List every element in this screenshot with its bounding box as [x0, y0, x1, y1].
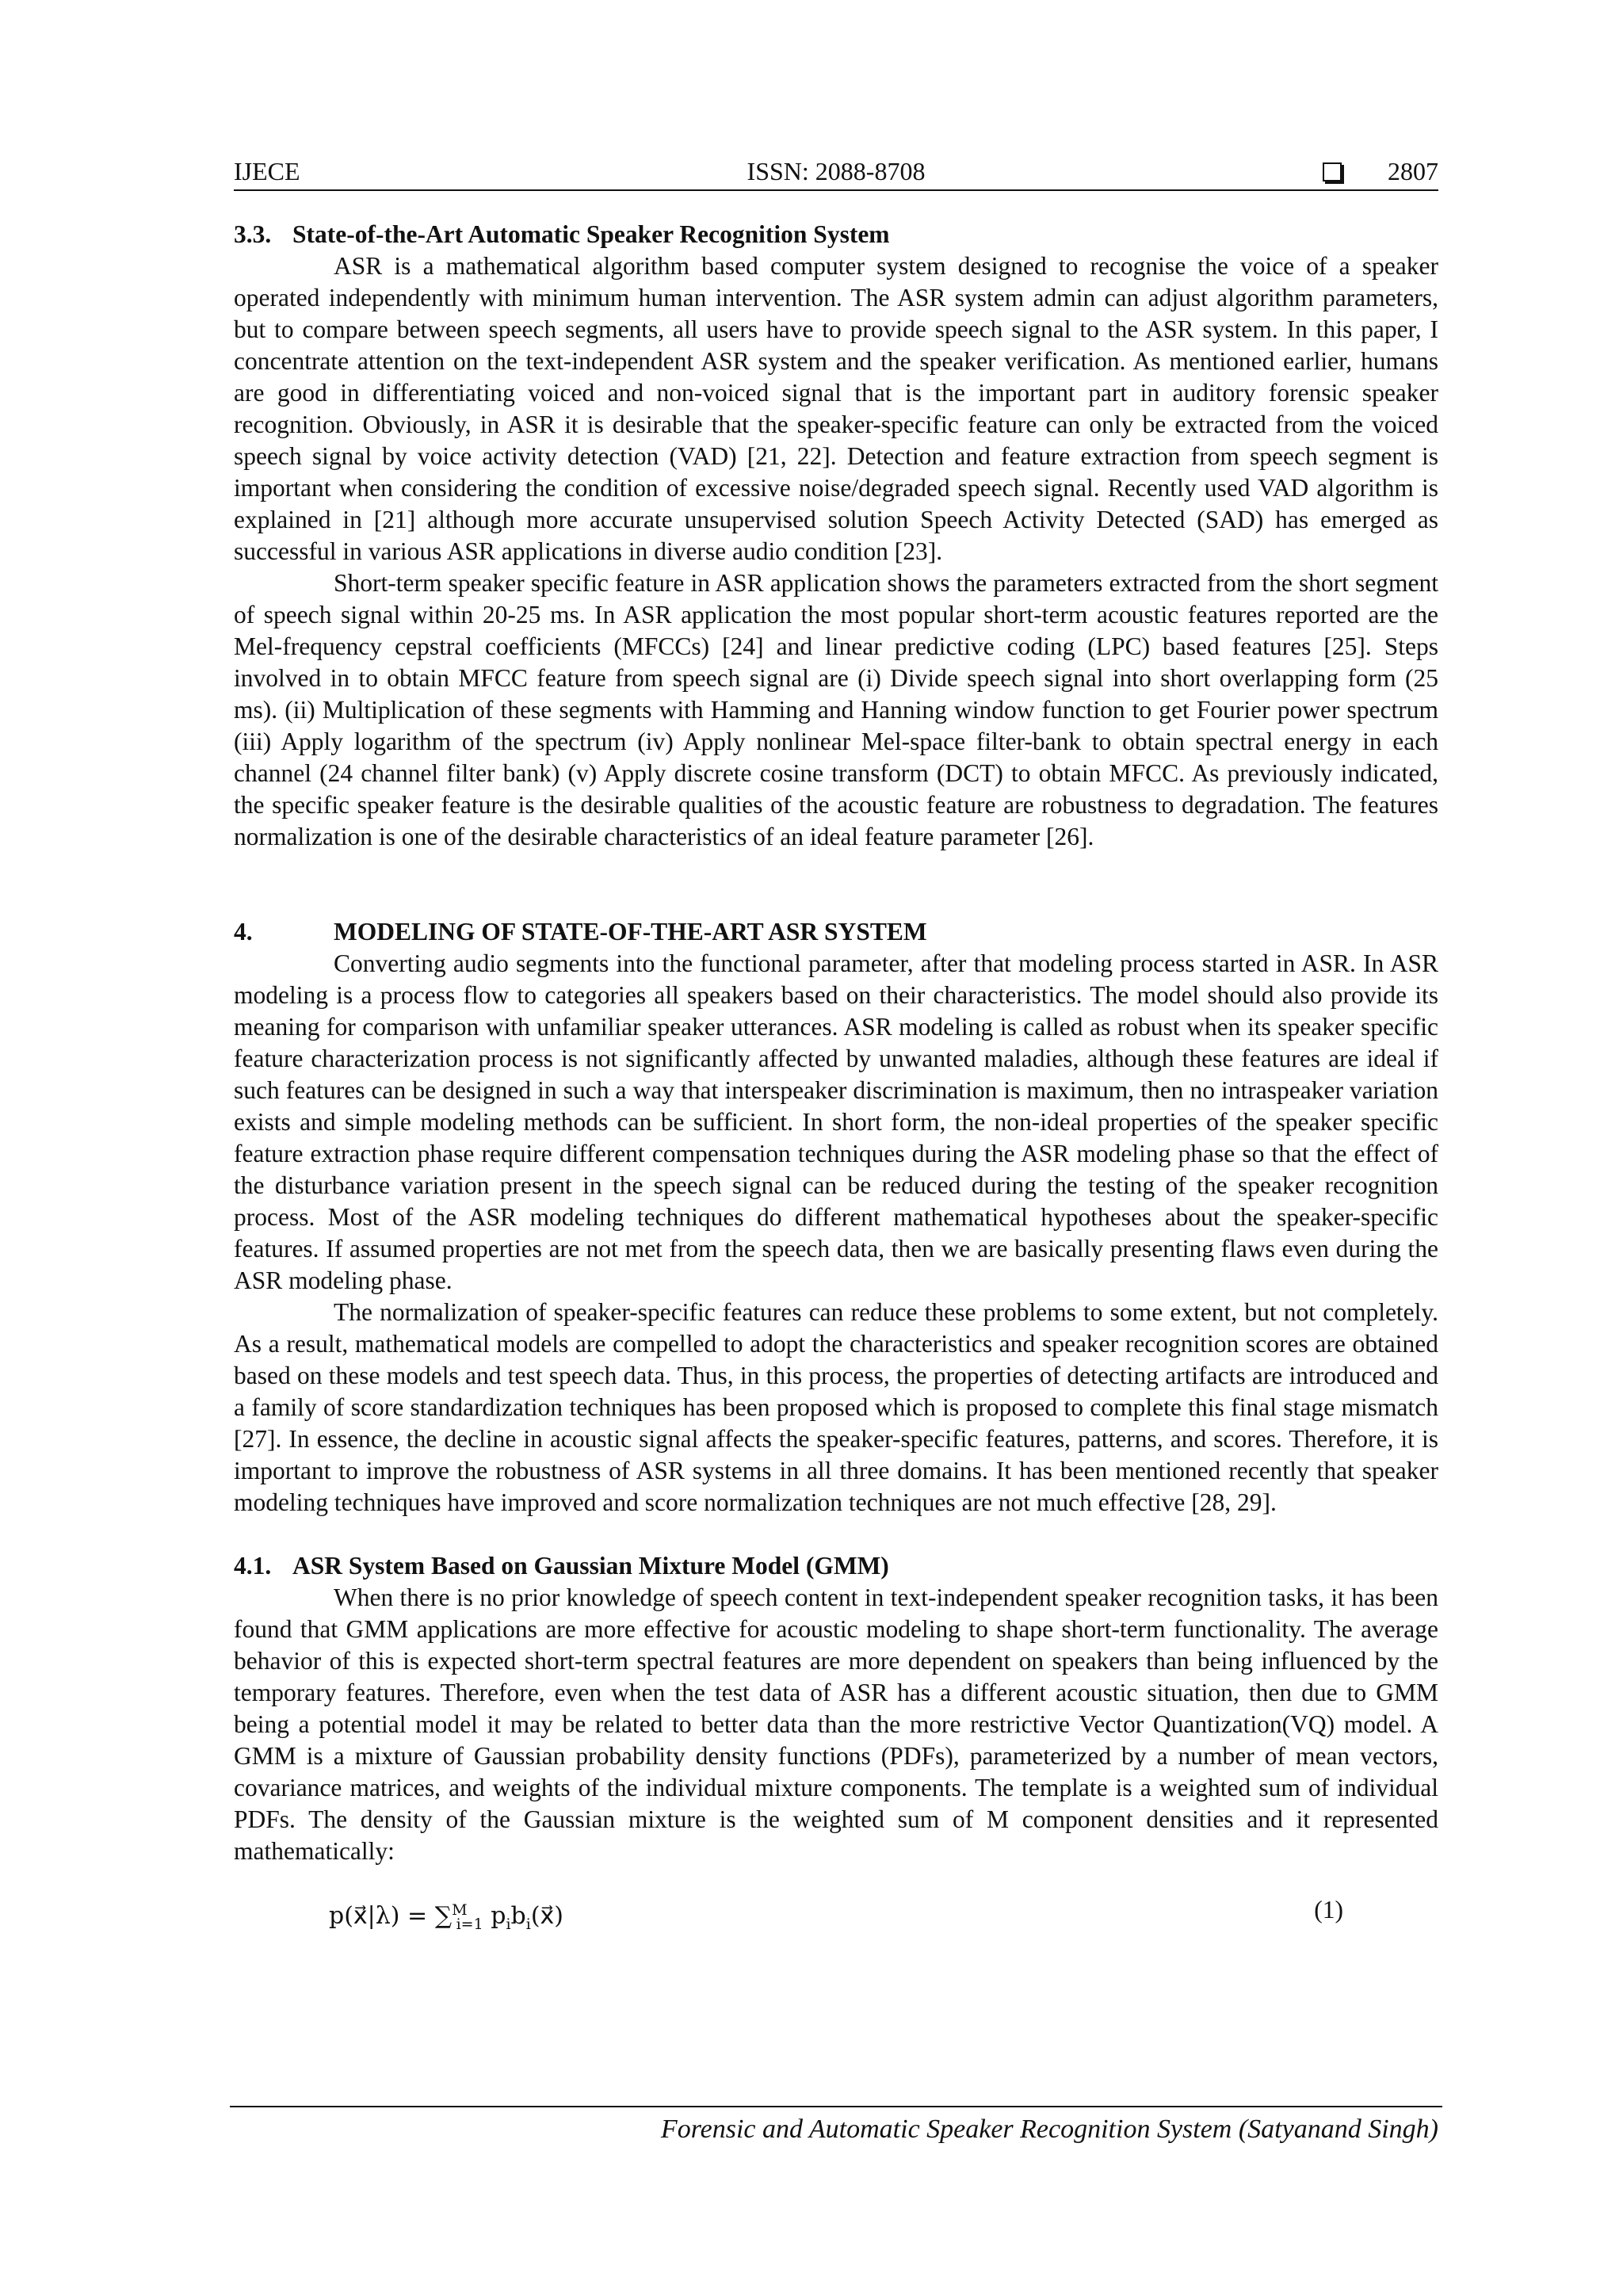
article-body	[234, 219, 1438, 1931]
section-title: State-of-the-Art Automatic Speaker Recognition System	[292, 220, 890, 248]
journal-name: IJECE	[234, 157, 300, 185]
section-3-3-heading	[234, 219, 1438, 250]
footer-rule	[230, 2106, 1442, 2107]
running-header	[234, 152, 1438, 190]
running-footer: Forensic and Automatic Speaker Recognition System (Satyanand Singh)	[660, 2115, 1438, 2144]
section-title: ASR System Based on Gaussian Mixture Model (GMM)	[292, 1552, 889, 1580]
section-number: 4.	[234, 918, 253, 946]
section-number: 3.3.	[234, 220, 272, 248]
paragraph: The normalization of speaker-specific features can reduce these problems to some extent, but not completely. As a result, mathematical models are compelled to adopt the characteristics and speaker recognition scores are obtained based on these models and test speech data. Thus, in this process, the properties of detecting artifacts are introduced and a family of score standardization techniques has been proposed which is proposed to complete this final stage mismatch [27]. In essence, the decline in acoustic signal affects the speaker-specific features, patterns, and scores. Therefore, it is important to improve the robustness of ASR systems in all three domains. It has been mentioned recently that speaker modeling techniques have improved and score normalization techniques are not much effective [28, 29].	[234, 1298, 1438, 1516]
issn-label: ISSN: 2088-8708	[747, 157, 926, 185]
equation-1	[234, 1889, 1438, 1931]
paragraph: When there is no prior knowledge of speech content in text-independent speaker recognition tasks, it has been found that GMM applications are more effective for acoustic modeling to shape short-term functionality. The average behavior of this is expected short-term spectral features are more dependent on speakers than being influenced by the temporary features. Therefore, even when the test data of ASR has a different acoustic situation, then due to GMM being a potential model it may be related to better data than the more restrictive Vector Quantization(VQ) model. A GMM is a mixture of Gaussian probability density functions (PDFs), parameterized by a number of mean vectors, covariance matrices, and weights of the individual mixture components. The template is a weighted sum of individual PDFs. The density of the Gaussian mixture is the weighted sum of M component densities and it represented mathematically:	[234, 1584, 1438, 1865]
section-4-1-heading	[234, 1550, 1438, 1582]
paragraph: Short-term speaker specific feature in ASR application shows the parameters extracted from the short segment of speech signal within 20-25 ms. In ASR application the most popular short-term acoustic features reported are the Mel-frequency cepstral coefficients (MFCCs) [24] and linear predictive coding (LPC) based features [25]. Steps involved in to obtain MFCC feature from speech signal are (i) Divide speech signal into short overlapping form (25 ms). (ii) Multiplication of these segments with Hamming and Hanning window function to get Fourier power spectrum (iii) Apply logarithm of the spectrum (iv) Apply nonlinear Mel-space filter-bank to obtain spectral energy in each channel (24 channel filter bank) (v) Apply discrete cosine transform (DCT) to obtain MFCC. As previously indicated, the specific speaker feature is the desirable qualities of the acoustic feature are robustness to degradation. The features normalization is one of the desirable characteristics of an ideal feature parameter [26].	[234, 569, 1438, 850]
section-number: 4.1.	[234, 1552, 272, 1580]
equation-formula: p(x⃗|λ) = ∑$^M_{i=1}$ $p_ib_i(x⃗)$	[329, 1901, 563, 1933]
equation-number: (1)	[1314, 1896, 1343, 1924]
page-number: 2807	[1388, 157, 1438, 185]
paragraph: Converting audio segments into the functional parameter, after that modeling process started in ASR. In ASR modeling is a process flow to categories all speakers based on their characteristics. The model should also provide its meaning for comparison with unfamiliar speaker utterances. ASR modeling is called as robust when its speaker specific feature characterization process is not significantly affected by unwanted maladies, although these features are ideal if such features can be designed in such a way that interspeaker discrimination is maximum, then no intraspeaker variation exists and simple modeling methods can be sufficient. In short form, the non-ideal properties of the speaker specific feature extraction phase require different compensation techniques during the ASR modeling phase so that the effect of the disturbance variation present in the speech signal can be reduced during the testing of the speaker recognition process. Most of the ASR modeling techniques do different mathematical hypotheses about the speaker-specific features. If assumed properties are not met from the speech data, then we are basically presenting flaws even during the ASR modeling phase.	[234, 949, 1438, 1294]
page-number-group	[1323, 152, 1438, 190]
checkbox-glyph-icon	[1323, 162, 1342, 181]
section-title: MODELING OF STATE-OF-THE-ART ASR SYSTEM	[334, 918, 927, 946]
header-rule	[234, 189, 1438, 191]
paragraph: ASR is a mathematical algorithm based computer system designed to recognise the voice of a speaker operated independently with minimum human intervention. The ASR system admin can adjust algorithm parameters, but to compare between speech segments, all users have to provide speech signal to the ASR system. In this paper, I concentrate attention on the text-independent ASR system and the speaker verification. As mentioned earlier, humans are good in differentiating voiced and non-voiced signal that is the important part in auditory forensic speaker recognition. Obviously, in ASR it is desirable that the speaker-specific feature can only be extracted from the voiced speech signal by voice activity detection (VAD) [21, 22]. Detection and feature extraction from speech segment is important when considering the condition of excessive noise/degraded speech signal. Recently used VAD algorithm is explained in [21] although more accurate unsupervised solution Speech Activity Detected (SAD) has emerged as successful in various ASR applications in diverse audio condition [23].	[234, 252, 1438, 565]
section-4-heading	[234, 916, 1438, 948]
